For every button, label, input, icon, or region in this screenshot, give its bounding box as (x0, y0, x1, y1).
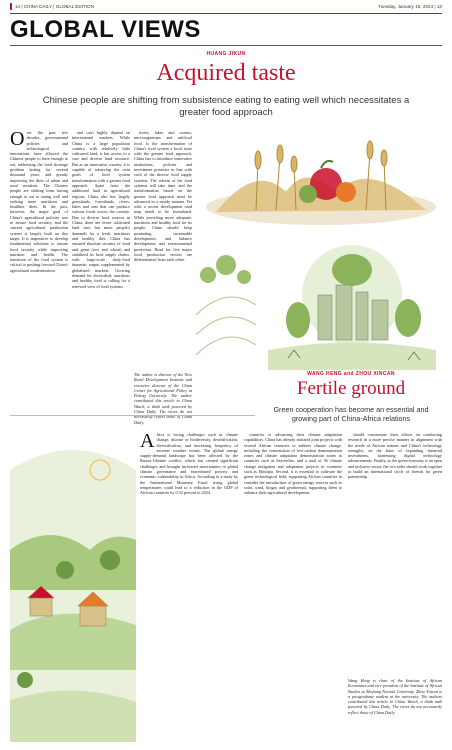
article2-deck: Green cooperation has become an essential and growing part of China-Africa relations (273, 405, 429, 423)
accent-tick (10, 3, 12, 10)
article1-dropcap: O (10, 128, 25, 150)
article2-byline: WANG HENG and ZHOU XINCAN (307, 371, 395, 377)
article1-byline: HUANG JIKUN (206, 51, 246, 57)
green-city-illustration (258, 240, 446, 375)
article2-headline: Fertile ground (296, 378, 406, 399)
article1-column-2 (72, 130, 130, 410)
food-illustration (196, 122, 446, 232)
top-bar (0, 0, 452, 14)
article1-col1-text: ver the past few decades, governmental policies and technological innovations have allowed the Chinese people to have enough to eat, addressing the food shortage problem lasting for several thousand years, and greatly improving the diets of urban and rural residents. The Chinese people are shifting from having enough to eat to eating well and seeking more nutritious and healthier diets. In the past, however, the major goal of China's agricultural policies was to ensure food security, and the current agricultural production system is largely built on this target. It is imperative to develop fundamental solutions to ensure food security while improving nutrition and health. The transition of the food system is critical to pushing forward China's agricultural modernization. (10, 130, 68, 273)
page-info: 14 | CHINA DAILY | GLOBAL EDITION (15, 4, 94, 9)
article1-column-1 (10, 130, 68, 410)
article1-col2-text: and can't highly depend on international markets. While China is a large population country with relatively little cultivated land, it has access to a vast and diverse land resource. But as an innovative country, it is capable of achieving the twin goals of food system transformation with a greater food approach. Apart from the additional land in agricultural regions, China also has largely grasslands, forestlands, rivers, lakes and seas that can produce various foods across the country. Due to diverse food sources in China, there are fewer cultivated land sites but more people's demands for a fresh, nutritious and healthy diet. China has ensured absolute security of food and grain (rice and wheat) and stabilized its food supply chains, with large-scale daily-food domestic output supplemented by globalized markets. Growing demand for diversified, nutritious and healthy food is calling for a renewed view of food systems. (72, 130, 130, 289)
article1-col3-text: rivers, lakes and oceans, microorganisms and artificial food. Is the transformation of China's food system a local issue with the greater food approach, China has to introduce innovative institutions, policies and investment priorities in line with each of the diverse food supply systems. The reform of the food systems will take time, and the transformation based on the greater food approach must be advanced in a steady manner. Yet with a recent development road map needs to be formulated. While providing more adequate, nutritious and healthy food for its people, China should keep promoting sustainable development, and balance development and environmental protection. Road for five major food production sectors are differentiated from each other. (134, 130, 192, 263)
section-title: GLOBAL VIEWS (10, 16, 201, 43)
article1-headline: Acquired taste (156, 60, 296, 86)
section-rule (10, 45, 442, 46)
article1-deck: Chinese people are shifting from subsistence eating to eating well which necessitates a greater food approach (42, 95, 410, 118)
header-rule (10, 13, 442, 14)
divider-rule (10, 415, 255, 416)
article2-col2-text: countries is advancing their climate adaptation capabilities. China has already initiated joint projects with several African countries to address climate change, including the construction of low-carbon demonstration zones and climate adaptation demonstration zones in countries such as Seychelles, and a total of 36 climate change mitigation and adaptation projects in countries such as Ethiopia. Second, it is essential to cultivate the green technological field, supporting African countries to consider the introduction of green energy sources such as solar, wind, biogas and geothermal, supporting them to enhance their agricultural development. (244, 432, 342, 496)
article2-col1-text: frica is facing challenges such as climate change, disease or biodiversity, desertification, diversification, and increasing frequency of extreme weather events. The global energy supply-demand landscape has been affected by the Russia-Ukraine conflict, which has created significant challenges and brought increased uncertainties to global climate governance and exacerbated poverty and economic vulnerability in Africa. According to a study by the International Monetary Fund, rising global temperatures could lead to a reduction in the GDP of African countries by 0.32 percent in 2024. (140, 432, 238, 496)
crop-fields-illustration (196, 235, 256, 375)
article2-author-note: Wang Heng is chair of the Institute of African Economics and vice president of the Institute of African Studies at Zhejiang Normal University. Zhou Xincan is a postgraduate student at the university. The authors contributed this article to China Watch, a think tank powered by China Daily. The views do not necessarily reflect those of China Daily. (348, 678, 442, 715)
article2-column-3 (348, 432, 442, 672)
village-illustration (10, 430, 136, 742)
date-info: Tuesday, January 16, 2024 | 13 (377, 4, 442, 9)
article1-column-3 (134, 130, 192, 370)
article2-dropcap: A (140, 430, 155, 452)
article1-author-note: The author is director of the New Rural Development Institute and executive director of the China Center for Agricultural Policy at Peking University. The author contributed this article to China Watch, a think tank powered by China Daily. The views do not necessarily reflect those of China Daily. (134, 372, 192, 425)
article2-column-2 (244, 432, 342, 742)
article2-col3-text: should concentrate their efforts on conducting research in a more precise manner in alignment with the needs of African nations and China's technology strengths, on the basis of expanding financial investments, harnessing digital technology advancements. Finally, as the green economy is an open and inclusive sector, the two sides should work together to build an international circle of friends for green partnership. (348, 432, 442, 480)
article2-column-1 (140, 432, 238, 742)
